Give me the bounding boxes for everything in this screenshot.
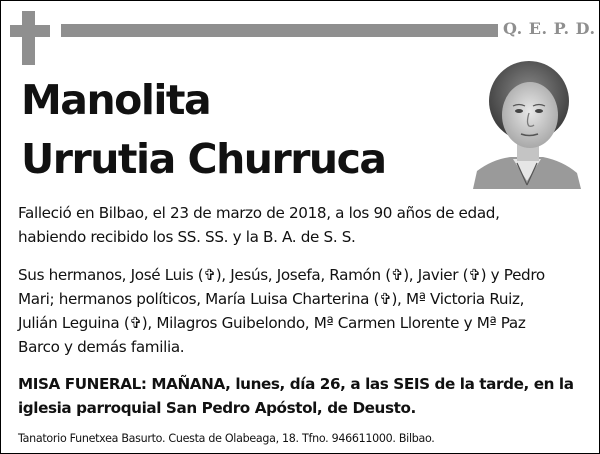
deceased-first-name: Manolita (21, 76, 211, 124)
family-line: Mari; hermanos políticos, María Luisa Charterina (✞), Mª Victoria Ruiz, (18, 290, 525, 308)
family-line: Sus hermanos, José Luis (✞), Jesús, Josefa, Ramón (✞), Javier (✞) y Pedro (18, 266, 545, 284)
funeral-home-info: Tanatorio Funetxea Basurto. Cuesta de Olabeaga, 18. Tfno. 946611000. Bilbao. (18, 432, 435, 445)
death-notice-line: Falleció en Bilbao, el 23 de marzo de 2018, a los 90 años de edad, (18, 204, 500, 222)
portrait-photo (473, 59, 581, 189)
funeral-line: iglesia parroquial San Pedro Apóstol, de Deusto. (18, 399, 416, 417)
funeral-mass-notice (18, 372, 588, 420)
deceased-name (21, 71, 386, 189)
qepd-label: Q. E. P. D. (503, 19, 596, 38)
death-notice (18, 201, 588, 249)
family-line: Julián Leguina (✞), Milagros Guibelondo, Mª Carmen Llorente y Mª Paz (18, 314, 526, 332)
cross-icon (10, 11, 50, 65)
header-rule (61, 24, 498, 37)
deceased-surnames: Urrutia Churruca (21, 135, 386, 183)
funeral-line: MISA FUNERAL: MAÑANA, lunes, día 26, a las SEIS de la tarde, en la (18, 375, 574, 393)
family-mourners (18, 263, 588, 359)
death-notice-line: habiendo recibido los SS. SS. y la B. A. de S. S. (18, 228, 356, 246)
family-line: Barco y demás familia. (18, 338, 185, 356)
